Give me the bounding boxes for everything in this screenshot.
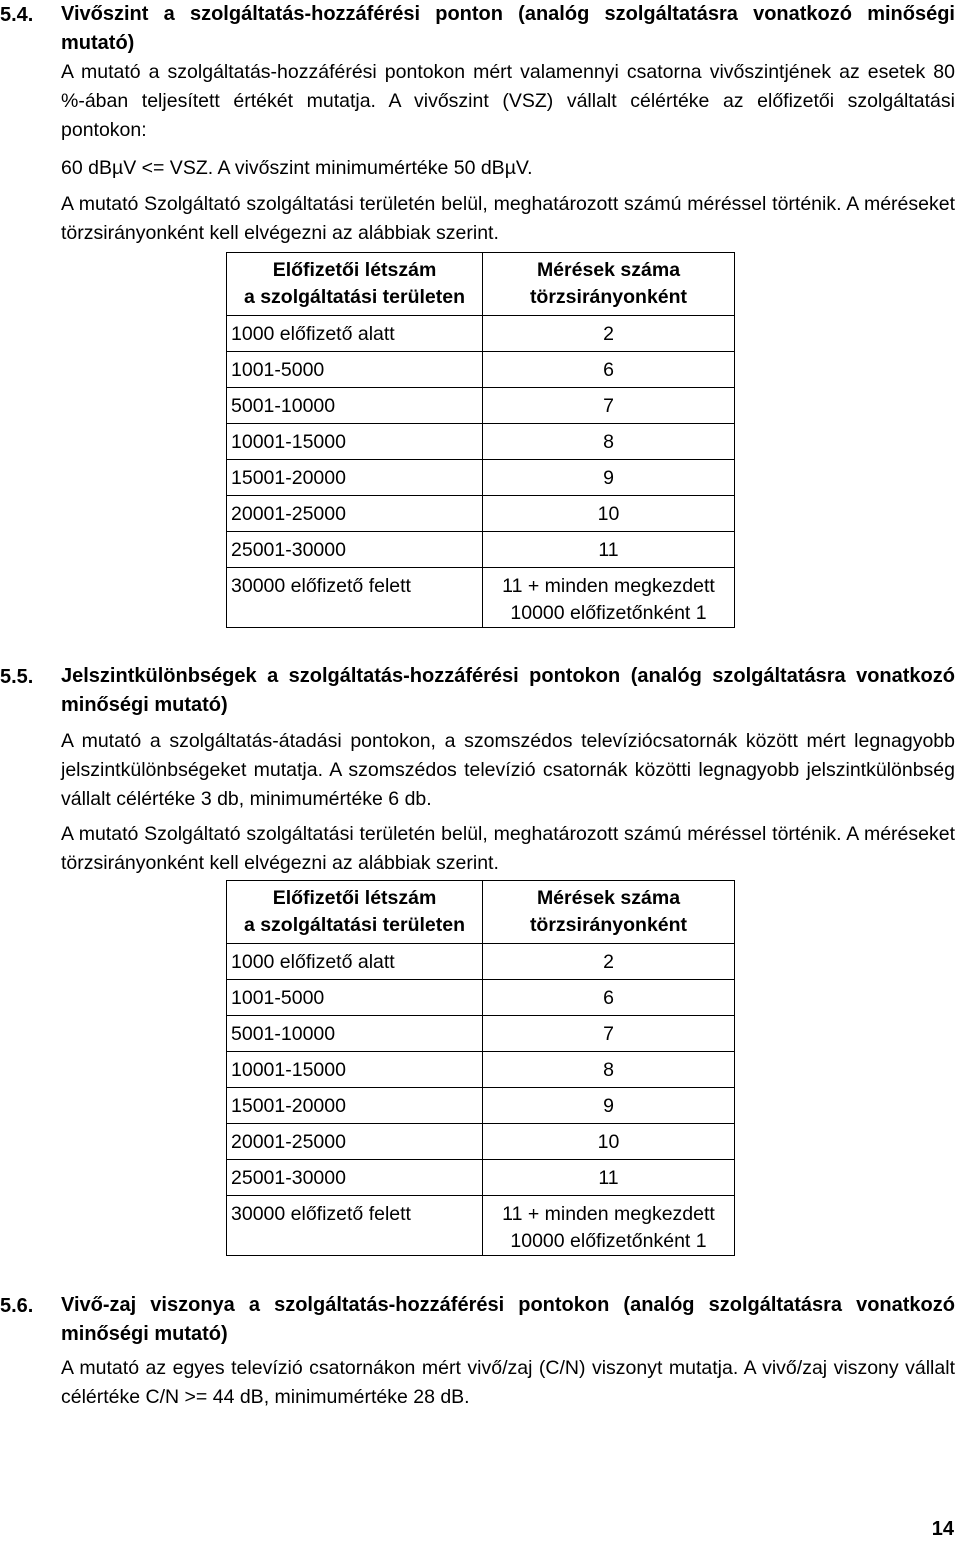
table-header-row <box>227 881 735 944</box>
paragraph: A mutató Szolgáltató szolgáltatási területén belül, meghatározott számú méréssel történik. A méréseket törzsirányonként kell elvégezni az alábbiak szerint. <box>61 193 955 244</box>
table-row: 20001-25000 10 <box>227 1124 735 1160</box>
table-row: 30000 előfizető felett 11 + minden megkezdett 10000 előfizetőnként 1 <box>227 568 735 628</box>
measurement-table <box>226 252 735 628</box>
paragraph: A mutató Szolgáltató szolgáltatási területén belül, meghatározott számú méréssel történik. A méréseket törzsirányonként kell elvégezni az alábbiak szerint. <box>61 823 955 874</box>
section-title: Jelszintkülönbségek a szolgáltatás-hozzáférési pontokon (analóg szolgáltatásra vonatkozó minőségi mutató) <box>61 665 955 716</box>
header-measurement-count: Mérések száma törzsirányonként <box>483 881 735 944</box>
table-row: 1000 előfizető alatt 2 <box>227 316 735 352</box>
table-row: 10001-15000 8 <box>227 424 735 460</box>
table-row: 25001-30000 11 <box>227 532 735 568</box>
measurement-table <box>226 880 735 1256</box>
table-row: 15001-20000 9 <box>227 1088 735 1124</box>
table-row: 5001-10000 7 <box>227 1016 735 1052</box>
section-title: Vivő-zaj viszonya a szolgáltatás-hozzáférési pontokon (analóg szolgáltatásra vonatkozó minőségi mutató) <box>61 1294 955 1345</box>
paragraph: 60 dBµV <= VSZ. A vivőszint minimumértéke 50 dBµV. <box>61 157 533 179</box>
section-number: 5.5. <box>0 666 34 688</box>
section-number: 5.4. <box>0 4 34 26</box>
header-subscriber-count: Előfizetői létszám a szolgáltatási területen <box>227 881 483 944</box>
page-number: 14 <box>931 1518 954 1540</box>
table-row: 25001-30000 11 <box>227 1160 735 1196</box>
paragraph: A mutató a szolgáltatás-hozzáférési pontokon mért valamennyi csatorna vivőszintjének az esetek 80 %-ában teljesített értékét mutatja. A vivőszint (VSZ) vállalt célértéke az előfizetői szolgáltatási pontokon: <box>61 61 955 141</box>
table-row: 10001-15000 8 <box>227 1052 735 1088</box>
table-row: 5001-10000 7 <box>227 388 735 424</box>
paragraph: A mutató az egyes televízió csatornákon mért vivő/zaj (C/N) viszonyt mutatja. A vivő/zaj viszony vállalt célértéke C/N >= 44 dB, minimumértéke 28 dB. <box>61 1357 955 1408</box>
paragraph: A mutató a szolgáltatás-átadási pontokon, a szomszédos televíziócsatornák között mért legnagyobb jelszintkülönbségeket mutatja. A szomszédos televízió csatornák közötti legnagyobb jelszintkülönbség vállalt célértéke 3 db, minimumértéke 6 db. <box>61 730 955 810</box>
table-row: 30000 előfizető felett 11 + minden megkezdett 10000 előfizetőnként 1 <box>227 1196 735 1256</box>
table-row: 1000 előfizető alatt 2 <box>227 944 735 980</box>
table-header-row <box>227 253 735 316</box>
header-measurement-count: Mérések száma törzsirányonként <box>483 253 735 316</box>
table-row: 20001-25000 10 <box>227 496 735 532</box>
table-row: 1001-5000 6 <box>227 352 735 388</box>
section-title: Vivőszint a szolgáltatás-hozzáférési ponton (analóg szolgáltatásra vonatkozó minőségi mutató) <box>61 3 955 54</box>
table-row: 1001-5000 6 <box>227 980 735 1016</box>
header-subscriber-count: Előfizetői létszám a szolgáltatási területen <box>227 253 483 316</box>
section-number: 5.6. <box>0 1295 34 1317</box>
table-row: 15001-20000 9 <box>227 460 735 496</box>
